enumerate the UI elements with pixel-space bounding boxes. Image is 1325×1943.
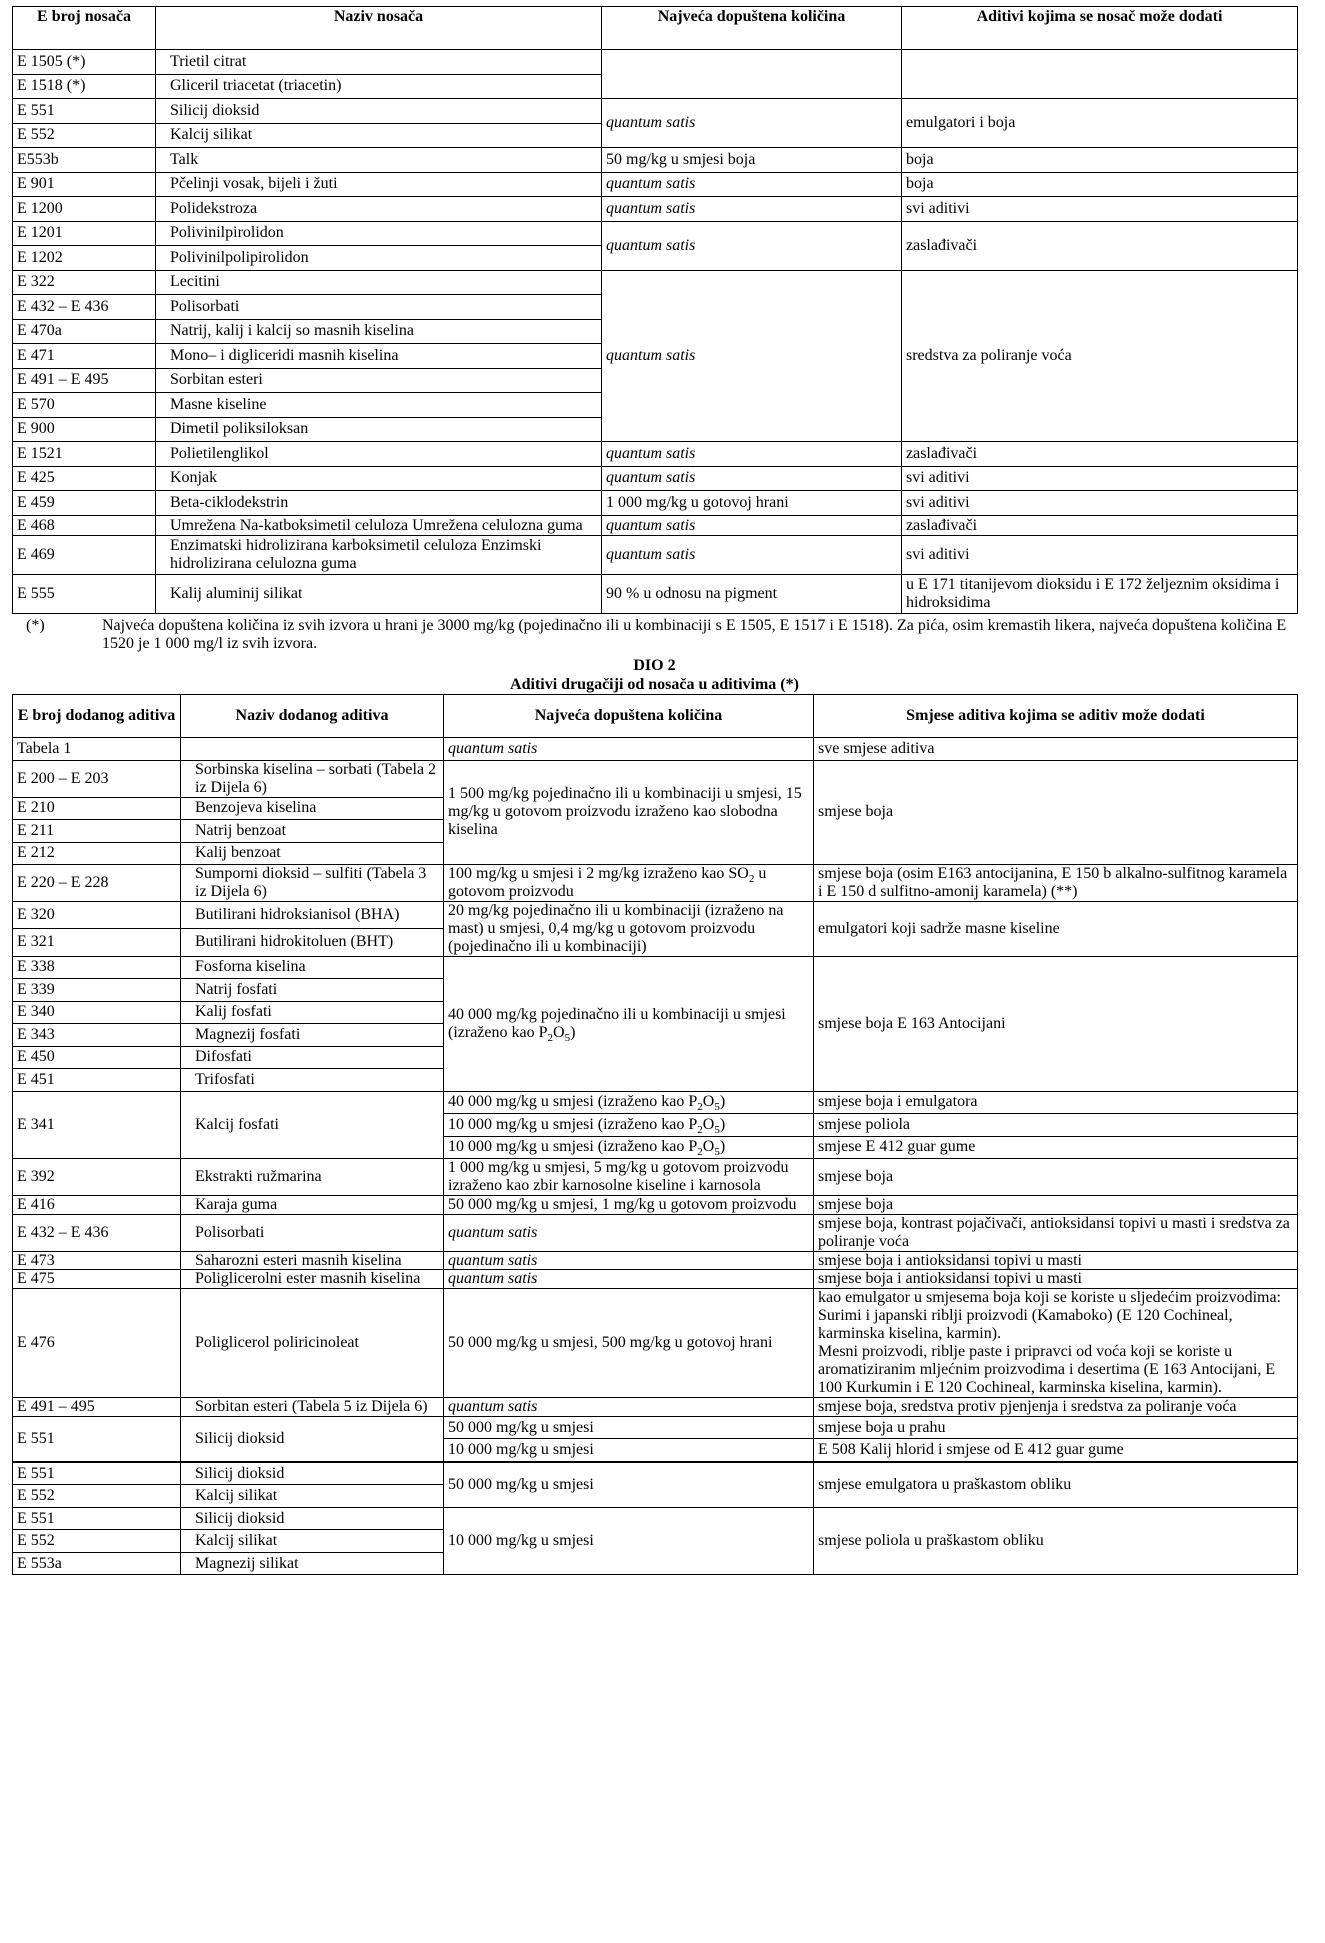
cell-code: E 551 xyxy=(13,99,156,124)
cell-name: Kalij fosfati xyxy=(181,1001,444,1024)
cell-name xyxy=(181,738,444,761)
cell-code: E 1200 xyxy=(13,197,156,222)
qty-text: ) xyxy=(719,1093,726,1111)
cell-add: sredstva za poliranje voća xyxy=(902,270,1298,442)
cell-code: E 338 xyxy=(13,956,181,979)
table-row xyxy=(13,1397,1298,1416)
cell-name: Mono– i digliceridi masnih kiselina xyxy=(156,344,602,369)
subscript: 5 xyxy=(564,1031,571,1044)
table-row xyxy=(13,1251,1298,1270)
col-header-mixtures: Smjese aditiva kojima se aditiv može dodati xyxy=(814,695,1298,738)
cell-name: Polidekstroza xyxy=(156,197,602,222)
cell-code: E 551 xyxy=(13,1416,181,1462)
cell-qty: 1 000 mg/kg u gotovoj hrani xyxy=(602,491,902,516)
qty-text: ) xyxy=(719,1138,726,1156)
cell-code: E 491 – E 495 xyxy=(13,368,156,393)
part2-subtitle: Aditivi drugačiji od nosača u aditivima (*) xyxy=(510,676,799,693)
cell-code: E553b xyxy=(13,148,156,173)
table-row xyxy=(13,1195,1298,1214)
subscript: 2 xyxy=(547,1031,554,1044)
cell-mix xyxy=(814,1289,1298,1397)
cell-code: E 491 – 495 xyxy=(13,1397,181,1416)
qty-text: 10 000 mg/kg u smjesi (izraženo kao P xyxy=(448,1138,698,1156)
cell-qty xyxy=(444,1091,814,1114)
cell-name: Lecitini xyxy=(156,270,602,295)
cell-name: Kalcij silikat xyxy=(156,123,602,148)
cell-code: E 459 xyxy=(13,491,156,516)
cell-name: Silicij dioksid xyxy=(181,1416,444,1462)
qty-text: 40 000 mg/kg pojedinačno ili u kombinaciji u smjesi (izraženo kao P xyxy=(448,1005,786,1041)
table-row xyxy=(13,1159,1298,1196)
cell-code: E 471 xyxy=(13,344,156,369)
col-header-additive-name: Naziv dodanog aditiva xyxy=(181,695,444,738)
cell-code: E 1201 xyxy=(13,221,156,246)
cell-code: E 322 xyxy=(13,270,156,295)
cell-code: E 552 xyxy=(13,1530,181,1553)
cell-code: E 451 xyxy=(13,1069,181,1092)
cell-name: Beta-ciklodekstrin xyxy=(156,491,602,516)
cell-name: Fosforna kiselina xyxy=(181,956,444,979)
cell-name: Gliceril triacetat (triacetin) xyxy=(156,74,602,99)
cell-mix: smjese boja (osim E163 antocijanina, E 150 b alkalno-sulfitnog karamela i E 150 d sulfitno-amonij karamela) (**) xyxy=(814,865,1298,902)
cell-name: Sorbitan esteri xyxy=(156,368,602,393)
cell-name: Sorbinska kiselina – sorbati (Tabela 2 iz Dijela 6) xyxy=(181,760,444,797)
cell-code: E 321 xyxy=(13,929,181,956)
cell-name: Polivinilpirolidon xyxy=(156,221,602,246)
cell-qty xyxy=(444,956,814,1091)
cell-name: Polisorbati xyxy=(181,1214,444,1251)
cell-qty xyxy=(444,1136,814,1159)
table-row xyxy=(13,221,1298,246)
cell-mix: E 508 Kalij hlorid i smjese od E 412 guar gume xyxy=(814,1439,1298,1462)
table-row xyxy=(13,536,1298,575)
table-row xyxy=(13,1270,1298,1289)
qty-text: 10 000 mg/kg u smjesi (izraženo kao P xyxy=(448,1115,698,1133)
cell-name: Karaja guma xyxy=(181,1195,444,1214)
cell-code: E 1202 xyxy=(13,246,156,271)
table-row xyxy=(13,50,1298,75)
cell-code: E 473 xyxy=(13,1251,181,1270)
cell-qty: 20 mg/kg pojedinačno ili u kombinaciji (izraženo na mast) u smjesi, 0,4 mg/kg u gotovom proizvodu (pojedinačno ili u kombinaciji) xyxy=(444,901,814,956)
table-row xyxy=(13,172,1298,197)
qty-text: ) xyxy=(570,1023,576,1041)
cell-add: emulgatori i boja xyxy=(902,99,1298,148)
qty-text: O xyxy=(702,1115,715,1133)
cell-mix: smjese E 412 guar gume xyxy=(814,1136,1298,1159)
additives-table xyxy=(12,694,1298,1575)
cell-code: E 432 – E 436 xyxy=(13,295,156,320)
cell-name: Benzojeva kiselina xyxy=(181,797,444,820)
cell-name: Magnezij fosfati xyxy=(181,1024,444,1047)
cell-qty: 90 % u odnosu na pigment xyxy=(602,575,902,614)
cell-mix: smjese boja, kontrast pojačivači, antioksidansi topivi u masti i sredstva za poliranje voća xyxy=(814,1214,1298,1251)
cell-code: E 475 xyxy=(13,1270,181,1289)
cell-code: E 552 xyxy=(13,1485,181,1508)
cell-mix: emulgatori koji sadrže masne kiseline xyxy=(814,901,1298,956)
qty-text: 40 000 mg/kg u smjesi (izraženo kao P xyxy=(448,1093,698,1111)
cell-code: E 1521 xyxy=(13,442,156,467)
cell-code: E 210 xyxy=(13,797,181,820)
cell-name: Pčelinji vosak, bijeli i žuti xyxy=(156,172,602,197)
cell-qty: 10 000 mg/kg u smjesi xyxy=(444,1507,814,1575)
cell-code: E 339 xyxy=(13,979,181,1002)
footnote-text: Najveća dopuštena količina iz svih izvora u hrani je 3000 mg/kg (pojedinačno ili u kombinaciji s E 1505, E 1517 i E 1518). Za pića, osim kremastih likera, najveća dopuštena količina E 1520 je 1 000 mg/l iz svih izvora. xyxy=(102,617,1287,653)
cell-qty: quantum satis xyxy=(602,270,902,442)
mix-line: kao emulgator u smjesema boja koji se koriste u sljedećim proizvodima: xyxy=(818,1289,1281,1307)
cell-code: E 1518 (*) xyxy=(13,74,156,99)
cell-code: E 212 xyxy=(13,842,181,865)
cell-code: E 425 xyxy=(13,466,156,491)
cell-add: svi aditivi xyxy=(902,197,1298,222)
cell-mix: smjese boja u prahu xyxy=(814,1416,1298,1439)
table-row xyxy=(13,1507,1298,1530)
cell-qty: 50 000 mg/kg u smjesi, 1 mg/kg u gotovom proizvodu xyxy=(444,1195,814,1214)
table-row xyxy=(13,738,1298,761)
cell-name: Trietil citrat xyxy=(156,50,602,75)
cell-qty: quantum satis xyxy=(602,221,902,270)
cell-name: Kalcij fosfati xyxy=(181,1091,444,1159)
cell-name: Talk xyxy=(156,148,602,173)
cell-code: E 555 xyxy=(13,575,156,614)
cell-qty: quantum satis xyxy=(444,1251,814,1270)
carriers-table xyxy=(12,6,1298,614)
cell-qty: 1 000 mg/kg u smjesi, 5 mg/kg u gotovom proizvodu izraženo kao zbir karnosolne kiseline i karnosola xyxy=(444,1159,814,1196)
cell-name: Kalij benzoat xyxy=(181,842,444,865)
subscript: 2 xyxy=(697,1101,703,1114)
col-header-max-quantity: Najveća dopuštena količina xyxy=(602,7,902,50)
cell-name: Silicij dioksid xyxy=(181,1507,444,1530)
cell-name: Butilirani hidroksianisol (BHA) xyxy=(181,901,444,928)
cell-name: Kalcij silikat xyxy=(181,1530,444,1553)
cell-add: zaslađivači xyxy=(902,221,1298,270)
table-row xyxy=(13,1289,1298,1397)
cell-code: E 551 xyxy=(13,1462,181,1485)
cell-add: boja xyxy=(902,148,1298,173)
cell-code: E 416 xyxy=(13,1195,181,1214)
footnote xyxy=(26,617,1301,654)
col-header-additives: Aditivi kojima se nosač može dodati xyxy=(902,7,1298,50)
cell-code: E 900 xyxy=(13,417,156,442)
cell-mix: sve smjese aditiva xyxy=(814,738,1298,761)
col-header-max-quantity: Najveća dopuštena količina xyxy=(444,695,814,738)
subscript: 2 xyxy=(748,873,755,886)
table-row xyxy=(13,99,1298,124)
cell-code: E 468 xyxy=(13,515,156,536)
cell-code: E 200 – E 203 xyxy=(13,760,181,797)
cell-add-empty xyxy=(902,50,1298,99)
cell-qty: quantum satis xyxy=(602,515,902,536)
cell-name: Magnezij silikat xyxy=(181,1552,444,1575)
cell-mix: smjese poliola xyxy=(814,1114,1298,1137)
table-row xyxy=(13,466,1298,491)
cell-code: E 1505 (*) xyxy=(13,50,156,75)
cell-name: Dimetil poliksiloksan xyxy=(156,417,602,442)
cell-mix: smjese emulgatora u praškastom obliku xyxy=(814,1462,1298,1508)
cell-name: Saharozni esteri masnih kiselina xyxy=(181,1251,444,1270)
cell-code: E 476 xyxy=(13,1289,181,1397)
cell-name: Kalij aluminij silikat xyxy=(156,575,602,614)
cell-mix: smjese boja i emulgatora xyxy=(814,1091,1298,1114)
cell-qty: 50 000 mg/kg u smjesi, 500 mg/kg u gotovoj hrani xyxy=(444,1289,814,1397)
cell-name: Konjak xyxy=(156,466,602,491)
table-row xyxy=(13,1416,1298,1439)
qty-text: ) xyxy=(719,1115,726,1133)
cell-name: Natrij fosfati xyxy=(181,979,444,1002)
cell-code: E 469 xyxy=(13,536,156,575)
cell-add: zaslađivači xyxy=(902,515,1298,536)
col-header-e-number: E broj dodanog aditiva xyxy=(13,695,181,738)
cell-name: Poliglicerolni ester masnih kiselina xyxy=(181,1270,444,1289)
subscript: 2 xyxy=(697,1124,703,1137)
mix-line: Surimi i japanski riblji proizvodi (Kamaboko) (E 120 Cochineal, karminska kiselina, karmin). xyxy=(818,1307,1233,1343)
subscript: 5 xyxy=(714,1146,720,1159)
table-header-row xyxy=(13,7,1298,50)
table-row xyxy=(13,491,1298,516)
cell-add: boja xyxy=(902,172,1298,197)
cell-name: Natrij benzoat xyxy=(181,820,444,843)
cell-add: zaslađivači xyxy=(902,442,1298,467)
cell-name: Kalcij silikat xyxy=(181,1485,444,1508)
table-row xyxy=(13,197,1298,222)
col-header-e-number: E broj nosača xyxy=(13,7,156,50)
cell-name: Trifosfati xyxy=(181,1069,444,1092)
cell-code: E 553a xyxy=(13,1552,181,1575)
table-row xyxy=(13,1214,1298,1251)
table-row xyxy=(13,865,1298,902)
cell-code: E 343 xyxy=(13,1024,181,1047)
cell-mix: smjese boja xyxy=(814,1195,1298,1214)
cell-code: E 450 xyxy=(13,1046,181,1069)
cell-name: Poliglicerol poliricinoleat xyxy=(181,1289,444,1397)
cell-name: Umrežena Na-katboksimetil celuloza Umrežena celulozna guma xyxy=(156,515,602,536)
cell-name: Difosfati xyxy=(181,1046,444,1069)
cell-code: Tabela 1 xyxy=(13,738,181,761)
cell-qty: quantum satis xyxy=(444,1270,814,1289)
cell-code: E 220 – E 228 xyxy=(13,865,181,902)
cell-code: E 340 xyxy=(13,1001,181,1024)
qty-text: O xyxy=(702,1093,715,1111)
cell-code: E 341 xyxy=(13,1091,181,1159)
table-row xyxy=(13,901,1298,928)
table-row xyxy=(13,1462,1298,1485)
qty-text: O xyxy=(553,1023,565,1041)
cell-name: Silicij dioksid xyxy=(181,1462,444,1485)
cell-name: Polietilenglikol xyxy=(156,442,602,467)
cell-code: E 552 xyxy=(13,123,156,148)
cell-name: Enzimatski hidrolizirana karboksimetil celuloza Enzimski hidrolizirana celulozna guma xyxy=(156,536,602,575)
table-row xyxy=(13,515,1298,536)
cell-mix: smjese poliola u praškastom obliku xyxy=(814,1507,1298,1575)
cell-name: Polivinilpolipirolidon xyxy=(156,246,602,271)
subscript: 2 xyxy=(697,1146,703,1159)
cell-code: E 320 xyxy=(13,901,181,928)
subscript: 5 xyxy=(714,1101,720,1114)
cell-mix: smjese boja E 163 Antocijani xyxy=(814,956,1298,1091)
cell-qty: quantum satis xyxy=(602,99,902,148)
cell-mix: smjese boja, sredstva protiv pjenjenja i sredstva za poliranje voća xyxy=(814,1397,1298,1416)
cell-qty: 1 500 mg/kg pojedinačno ili u kombinaciji u smjesi, 15 mg/kg u gotovom proizvodu izraženo kao slobodna kiselina xyxy=(444,760,814,864)
qty-text: O xyxy=(702,1138,715,1156)
part2-title: DIO 2 xyxy=(633,656,676,674)
cell-add: u E 171 titanijevom dioksidu i E 172 željeznim oksidima i hidroksidima xyxy=(902,575,1298,614)
table-row xyxy=(13,442,1298,467)
cell-code: E 570 xyxy=(13,393,156,418)
cell-qty: quantum satis xyxy=(444,738,814,761)
table-row xyxy=(13,575,1298,614)
cell-name: Sorbitan esteri (Tabela 5 iz Dijela 6) xyxy=(181,1397,444,1416)
cell-add: svi aditivi xyxy=(902,536,1298,575)
cell-qty: quantum satis xyxy=(444,1214,814,1251)
cell-qty: quantum satis xyxy=(602,466,902,491)
cell-name: Masne kiseline xyxy=(156,393,602,418)
cell-name: Ekstrakti ružmarina xyxy=(181,1159,444,1196)
cell-add: svi aditivi xyxy=(902,466,1298,491)
cell-code: E 551 xyxy=(13,1507,181,1530)
cell-qty: quantum satis xyxy=(444,1397,814,1416)
cell-name: Butilirani hidrokitoluen (BHT) xyxy=(181,929,444,956)
cell-qty: 50 mg/kg u smjesi boja xyxy=(602,148,902,173)
cell-name: Silicij dioksid xyxy=(156,99,602,124)
footnote-mark: (*) xyxy=(26,617,45,635)
cell-qty: 10 000 mg/kg u smjesi xyxy=(444,1439,814,1462)
cell-qty: quantum satis xyxy=(602,536,902,575)
cell-mix: smjese boja i antioksidansi topivi u masti xyxy=(814,1270,1298,1289)
cell-code: E 211 xyxy=(13,820,181,843)
cell-name: Sumporni dioksid – sulfiti (Tabela 3 iz Dijela 6) xyxy=(181,865,444,902)
cell-name: Polisorbati xyxy=(156,295,602,320)
qty-text: 100 mg/kg u smjesi i 2 mg/kg izraženo kao SO xyxy=(448,865,749,882)
cell-qty: quantum satis xyxy=(602,197,902,222)
table-header-row xyxy=(13,695,1298,738)
cell-name: Natrij, kalij i kalcij so masnih kiselina xyxy=(156,319,602,344)
cell-code: E 901 xyxy=(13,172,156,197)
cell-mix: smjese boja xyxy=(814,1159,1298,1196)
cell-qty: 50 000 mg/kg u smjesi xyxy=(444,1462,814,1508)
subscript: 5 xyxy=(714,1124,720,1137)
cell-code: E 432 – E 436 xyxy=(13,1214,181,1251)
table-row xyxy=(13,270,1298,295)
cell-qty xyxy=(444,1114,814,1137)
table-row xyxy=(13,956,1298,979)
table-row xyxy=(13,1091,1298,1114)
cell-code: E 392 xyxy=(13,1159,181,1196)
cell-qty: 50 000 mg/kg u smjesi xyxy=(444,1416,814,1439)
cell-qty xyxy=(444,865,814,902)
cell-mix: smjese boja xyxy=(814,760,1298,864)
cell-qty: quantum satis xyxy=(602,442,902,467)
cell-qty-empty xyxy=(602,50,902,99)
mix-line: Mesni proizvodi, riblje paste i pripravci od voća koji se koriste u aromatiziranim mljećnim proizvodima i desertima (E 163 Antocijani, E 100 Kurkumin i E 120 Cochineal, karminska kiselina, karmin). xyxy=(818,1343,1276,1396)
table-row xyxy=(13,148,1298,173)
cell-code: E 470a xyxy=(13,319,156,344)
cell-mix: smjese boja i antioksidansi topivi u masti xyxy=(814,1251,1298,1270)
cell-qty: quantum satis xyxy=(602,172,902,197)
qty-text: u gotovom proizvodu xyxy=(448,865,767,900)
table-row xyxy=(13,760,1298,797)
cell-add: svi aditivi xyxy=(902,491,1298,516)
col-header-carrier-name: Naziv nosača xyxy=(156,7,602,50)
